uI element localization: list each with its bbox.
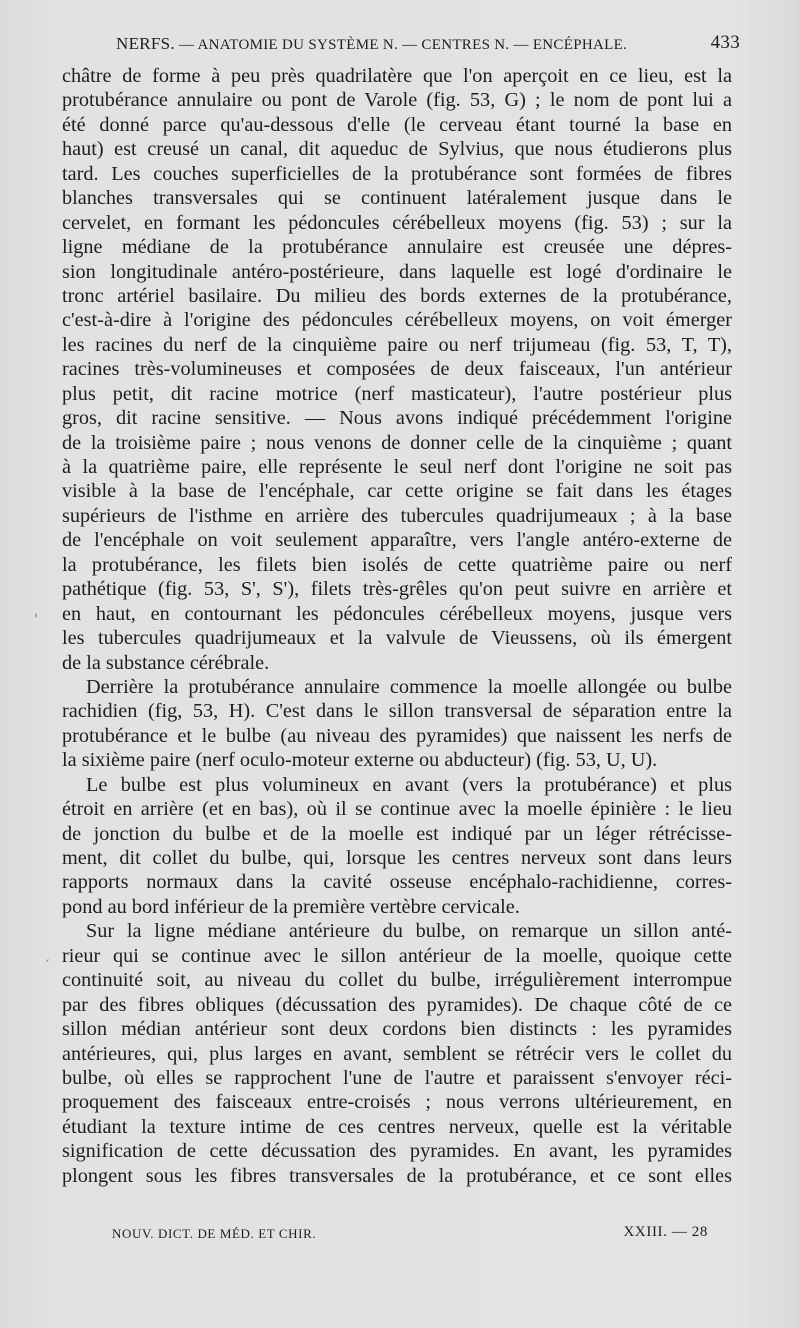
margin-speck: ': [34, 612, 38, 628]
text-line: continuité soit, au niveau du collet du bulbe, irrégulièrement interrompue: [62, 969, 732, 992]
text-line: été donné parce qu'au-dessous d'elle (le cerveau étant tourné la base en: [62, 113, 732, 136]
footer-publication: NOUV. DICT. DE MÉD. ET CHIR.: [112, 1226, 317, 1241]
text-line: la sixième paire (nerf oculo-moteur externe ou abducteur) (fig. 53, U, U).: [62, 749, 658, 772]
text-line: signification de cette décussation des pyramides. En avant, les pyramides: [62, 1140, 732, 1163]
text-line: sion longitudinale antéro-postérieure, dans laquelle est logé d'ordinaire le: [62, 260, 732, 283]
margin-speck: ′: [46, 958, 50, 974]
header-title-lead: NERFS.: [116, 34, 175, 53]
header-title-rest: — ANATOMIE DU SYSTÈME N. — CENTRES N. — ENCÉPHALE.: [174, 37, 628, 53]
text-line: plus petit, dit racine motrice (nerf masticateur), l'autre postérieur plus: [62, 382, 732, 405]
text-line: Derrière la protubérance annulaire commence la moelle allongée ou bulbe: [86, 675, 732, 698]
text-line: racines très-volumineuses et composées de deux faisceaux, l'un antérieur: [62, 358, 732, 381]
text-line: haut) est creusé un canal, dit aqueduc de Sylvius, que nous étudierons plus: [62, 138, 732, 161]
text-line: antérieures, qui, plus larges en avant, semblent se rétrécir vers le collet du: [62, 1042, 732, 1065]
text-line: en haut, en contournant les pédoncules cérébelleux moyens, jusque vers: [62, 602, 732, 625]
text-line: plongent sous les fibres transversales de la protubérance, et ce sont elles: [62, 1164, 732, 1187]
text-line: la protubérance, les filets bien isolés de cette quatrième paire ou nerf: [62, 553, 732, 576]
text-line: les tubercules quadrijumeaux et la valvule de Vieussens, où ils émergent: [62, 627, 732, 650]
text-line: c'est-à-dire à l'origine des pédoncules cérébelleux moyens, on voit émerger: [62, 309, 732, 332]
text-line: ment, dit collet du bulbe, qui, lorsque les centres nerveux sont dans leurs: [62, 847, 732, 869]
page-footer: [112, 1226, 708, 1246]
text-line: Sur la ligne médiane antérieure du bulbe, on remarque un sillon anté-: [86, 920, 732, 943]
text-line: ligne médiane de la protubérance annulaire est creusée une dépres-: [62, 236, 732, 259]
text-line: protubérance annulaire ou pont de Varole (fig. 53, G) ; le nom de pont lui a: [62, 89, 732, 112]
text-line: blanches transversales qui se continuent latéralement jusque dans le: [62, 187, 732, 210]
text-line: rapports normaux dans la cavité osseuse encéphalo-rachidienne, corres-: [62, 871, 732, 894]
text-line: de jonction du bulbe et de la moelle est indiqué par un léger rétrécisse-: [62, 822, 732, 845]
text-line: les racines du nerf de la cinquième paire ou nerf trijumeau (fig. 53, T, T),: [62, 333, 732, 356]
text-line: sillon médian antérieur sont deux cordons bien distincts : les pyramides: [62, 1018, 732, 1041]
text-line: pond au bord inférieur de la première vertèbre cervicale.: [62, 895, 520, 918]
text-line: de l'encéphale on voit seulement apparaître, vers l'angle antéro-externe de: [62, 529, 732, 552]
text-line: gros, dit racine sensitive. — Nous avons indiqué précédemment l'origine: [62, 407, 732, 430]
running-header: [62, 34, 738, 56]
text-line: bulbe, où elles se rapprochent l'une de l'autre et paraissent s'envoyer réci-: [62, 1066, 732, 1089]
footer-signature: XXIII. — 28: [623, 1224, 708, 1240]
text-line: rachidien (fig, 53, H). C'est dans le sillon transversal de séparation entre la: [62, 700, 732, 723]
text-line: rieur qui se continue avec le sillon antérieur de la moelle, quoique cette: [62, 944, 732, 967]
text-line: tard. Les couches superficielles de la protubérance sont formées de fibres: [62, 162, 732, 185]
text-line: Le bulbe est plus volumineux en avant (vers la protubérance) et plus: [86, 773, 732, 796]
text-line: cervelet, en formant les pédoncules cérébelleux moyens (fig. 53) ; sur la: [62, 211, 732, 234]
text-line: à la quatrième paire, elle représente le seul nerf dont l'origine ne soit pas: [62, 456, 732, 478]
text-line: de la troisième paire ; nous venons de donner celle de la cinquième ; quant: [62, 431, 732, 454]
text-line: châtre de forme à peu près quadrilatère que l'on aperçoit en ce lieu, est la: [62, 65, 732, 87]
text-line: protubérance et le bulbe (au niveau des pyramides) que naissent les nerfs de: [62, 724, 732, 747]
text-line: étudiant la texture intime de ces centres nerveux, quelle est la véritable: [62, 1115, 732, 1138]
body-text: [62, 64, 732, 1188]
text-line: pathétique (fig. 53, S', S'), filets très-grêles qu'on peut suivre en arrière et: [62, 578, 732, 601]
text-line: proquement des faisceaux entre-croisés ; nous verrons ultérieurement, en: [62, 1091, 732, 1114]
header-title: [116, 34, 627, 54]
text-line: par des fibres obliques (décussation des pyramides). De chaque côté de ce: [62, 993, 732, 1016]
text-line: tronc artériel basilaire. Du milieu des bords externes de la protubérance,: [62, 284, 732, 307]
text-line: étroit en arrière (et en bas), où il se continue avec la moelle épinière : le lieu: [62, 798, 732, 821]
text-line: supérieurs de l'isthme en arrière des tubercules quadrijumeaux ; à la base: [62, 504, 732, 527]
text-line: de la substance cérébrale.: [62, 651, 270, 674]
page-number: 433: [710, 32, 740, 53]
text-line: visible à la base de l'encéphale, car cette origine se fait dans les étages: [62, 480, 732, 503]
